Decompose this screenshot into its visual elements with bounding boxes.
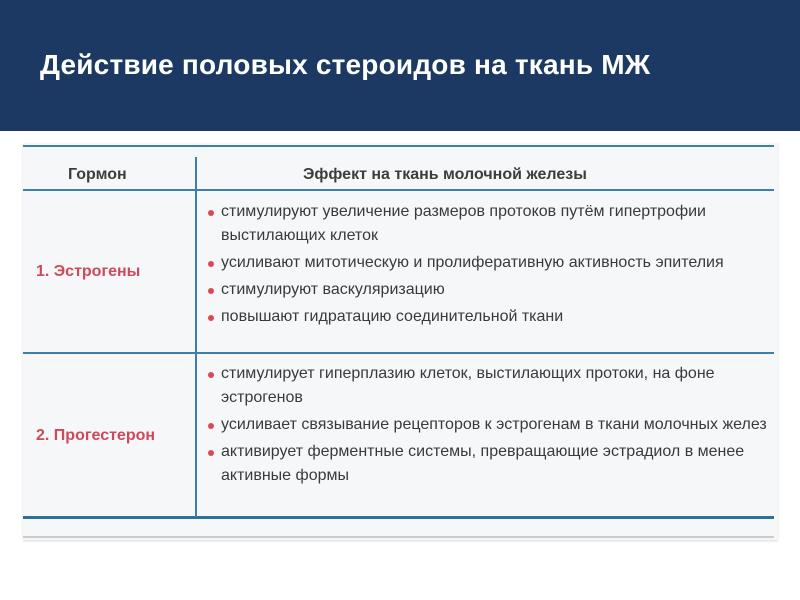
table-top-rule [23,145,774,147]
list-item: стимулирует гиперплазию клеток, выстилающих протоки, на фоне эстрогенов [206,362,771,410]
slide-title: Действие половых стероидов на ткань МЖ [40,49,651,80]
table-column-divider [195,157,197,517]
column-header-hormone: Гормон [68,166,127,183]
list-item: усиливает связывание рецепторов к эстрогенам в ткани молочных желез [206,413,771,437]
slide-header [0,0,800,131]
table-bottom-rule [23,516,774,519]
list-item: активирует ферментные системы, превращающие эстрадиол в менее активные формы [206,440,771,488]
list-item: усиливают митотическую и пролиферативную активность эпителия [206,251,771,275]
hormone-estrogens: 1. Эстрогены [36,263,141,280]
list-item: стимулируют увеличение размеров протоков путём гипертрофии выстилающих клеток [206,200,771,248]
list-item: стимулируют васкуляризацию [206,278,771,302]
list-item: повышают гидратацию соединительной ткани [206,305,771,329]
column-header-effect: Эффект на ткань молочной железы [303,166,587,183]
hormone-progesterone: 2. Прогестерон [36,427,156,444]
hormone-effects-table [23,143,778,540]
effects-list-progesterone [206,362,771,491]
table-row-divider [23,352,774,354]
effects-list-estrogens [206,200,771,332]
table-header-rule [23,189,774,191]
table-shadow-rule [23,536,774,538]
